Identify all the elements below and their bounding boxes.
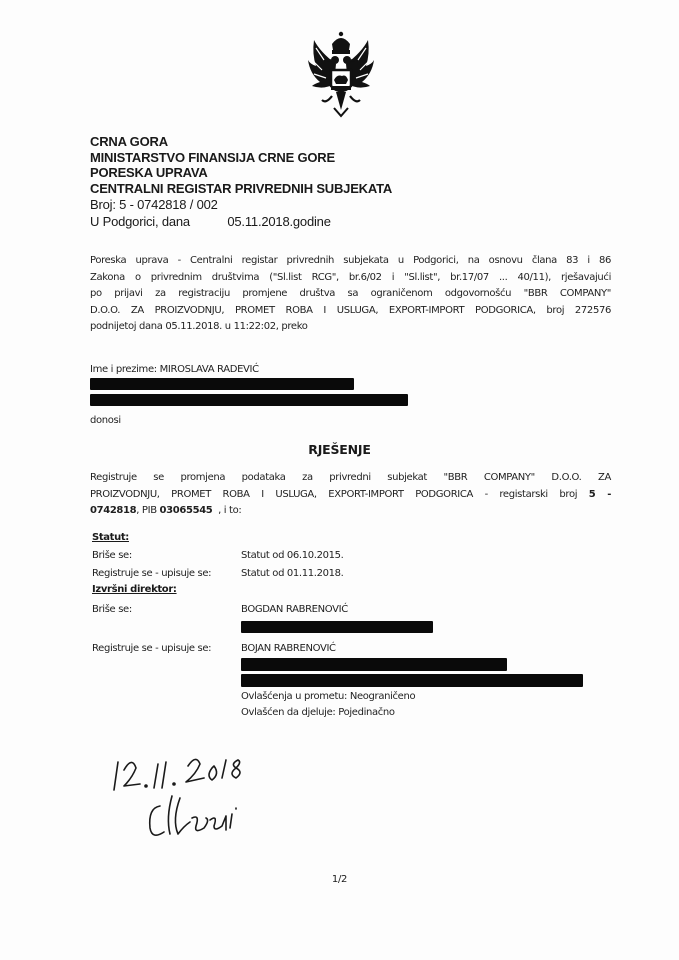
issue-date: 05.11.2018.godine [227, 214, 331, 229]
page-number: 1/2 [331, 874, 348, 885]
header-agency: PORESKA UPRAVA [90, 165, 208, 180]
director-register-value: BOJAN RABRENOVIĆ [241, 643, 336, 654]
decision-line [90, 487, 611, 504]
applicant-name: Ime i prezime: MIROSLAVA RADEVIĆ [90, 364, 259, 375]
decision-line: Registruje se promjena podataka za privredni subjekat "BBR COMPANY" D.O.O. ZA [90, 472, 611, 483]
redaction-bar [90, 378, 354, 390]
statut-delete-label: Briše se: [92, 550, 132, 561]
place-date-label: U Podgorici, dana [90, 214, 190, 229]
redaction-bar [90, 394, 408, 406]
pib-number: 03065545 [159, 505, 213, 516]
intro-paragraph [90, 253, 611, 336]
statut-delete-value: Statut od 06.10.2015. [241, 550, 344, 561]
director-delete-label: Briše se: [92, 604, 132, 615]
issuer-header [90, 134, 392, 230]
decision-line [90, 503, 611, 520]
director-acts: Ovlašćen da djeluje: Pojedinačno [241, 707, 395, 718]
section-heading-director: Izvršni direktor: [92, 584, 177, 595]
pib-label: , PIB [136, 505, 160, 516]
registry-number: 0742818 [90, 505, 137, 516]
redaction-bar [241, 621, 433, 633]
registry-number-part: 5 - [588, 488, 611, 500]
decision-paragraph [90, 470, 611, 520]
intro-line: Poreska uprava - Centralni registar privrednih subjekata u Podgorici, na osnovu člana 83 i 86 [90, 255, 611, 266]
header-registry: CENTRALNI REGISTAR PRIVREDNIH SUBJEKATA [90, 180, 393, 196]
document-number: Broj: 5 - 0742818 / 002 [90, 197, 218, 212]
redaction-bar [241, 658, 507, 671]
place-date [90, 213, 392, 230]
director-delete-value: BOGDAN RABRENOVIĆ [241, 604, 348, 615]
redaction-bar [241, 674, 583, 687]
decision-title: RJEŠENJE [308, 442, 371, 457]
decision-text: PROIZVODNJU, PROMET ROBA I USLUGA, EXPORT-IMPORT PODGORICA - registarski broj [90, 488, 589, 500]
coat-of-arms-icon [306, 30, 376, 120]
donosi-label: donosi [90, 415, 121, 426]
director-authority: Ovlašćenja u prometu: Neograničeno [241, 691, 416, 702]
decision-text: , i to: [212, 505, 242, 516]
director-register-label: Registruje se - upisuje se: [92, 643, 212, 654]
handwritten-date-and-signature [110, 748, 280, 848]
header-ministry: MINISTARSTVO FINANSIJA CRNE GORE [90, 149, 335, 165]
statut-register-value: Statut od 01.11.2018. [241, 568, 344, 579]
header-country: CRNA GORA [90, 134, 168, 149]
intro-line: Zakona o privrednim društvima ("Sl.list RCG", br.6/02 i "Sl.list", br.17/07 ... 40/11), rješavajući [90, 271, 611, 283]
section-heading-statut: Statut: [92, 532, 129, 543]
statut-register-label: Registruje se - upisuje se: [92, 568, 212, 579]
intro-line: podnijetoj dana 05.11.2018. u 11:22:02, preko [90, 321, 308, 332]
intro-line: po prijavi za registraciju promjene društva sa ograničenom odgovornošću "BBR COMPANY" [90, 288, 611, 299]
intro-line: D.O.O. ZA PROIZVODNJU, PROMET ROBA I USLUGA, EXPORT-IMPORT PODGORICA, broj 272576 [90, 304, 611, 316]
